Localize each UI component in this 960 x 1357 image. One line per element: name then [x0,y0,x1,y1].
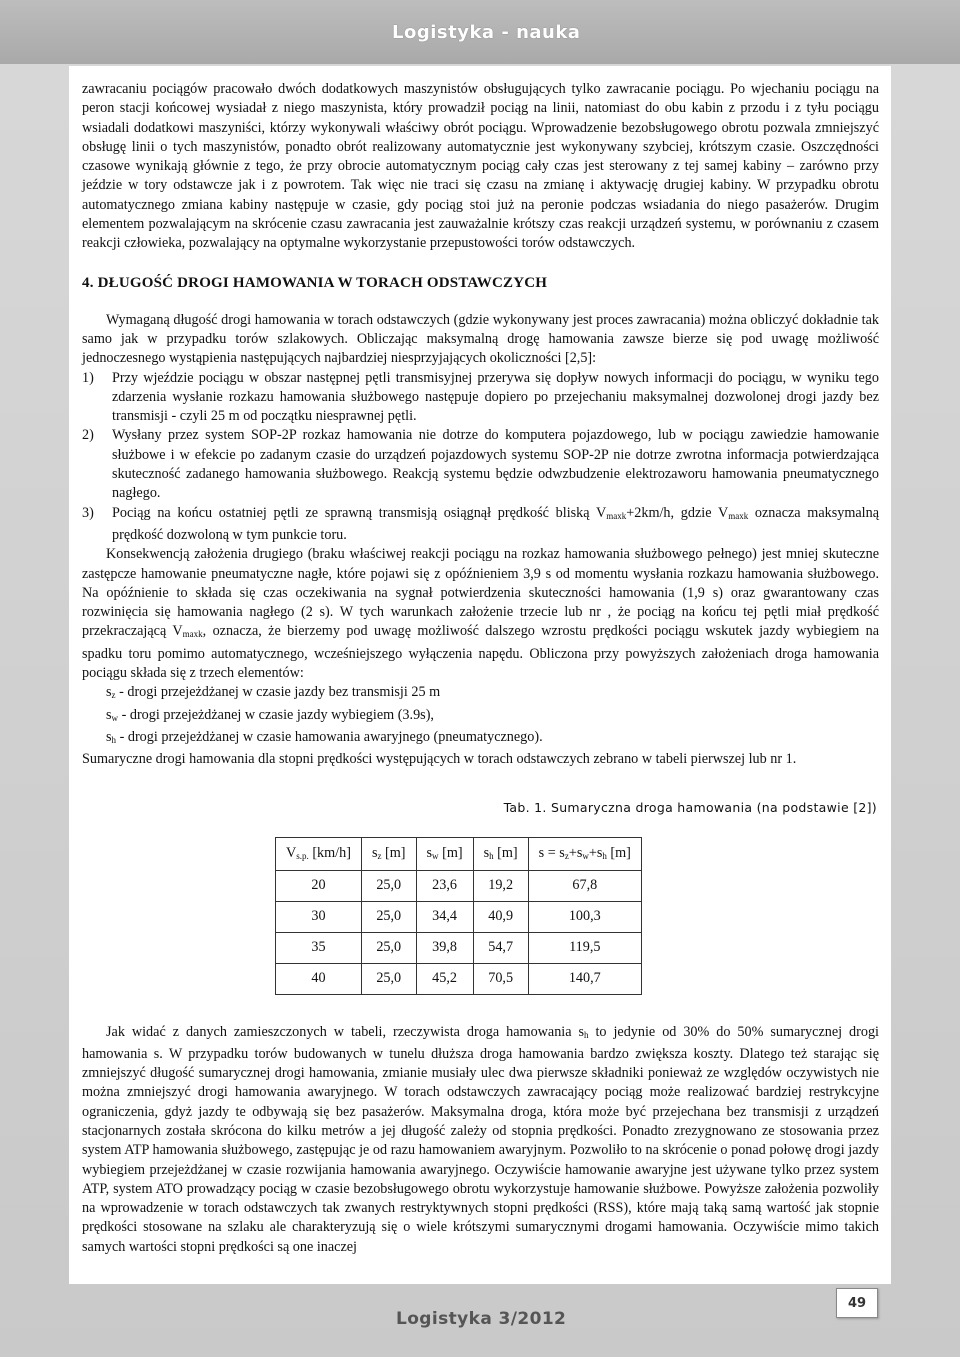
table-cell: 119,5 [528,932,641,963]
paragraph-summary: Sumaryczne drogi hamowania dla stopni prędkości występujących w torach odstawczych zebrano w tabeli pierwszej lub nr 1. [82,751,797,768]
table-cell: 100,3 [528,901,641,932]
list-item: $s_z$ - drogi przejeżdżanej w czasie jazdy bez transmisji 25 m [106,684,441,701]
table-header-row [276,837,642,870]
section-heading: 4. DŁUGOŚĆ DROGI HAMOWANIA W TORACH ODSTAWCZYCH [82,274,548,291]
table-cell: 23,6 [416,870,473,901]
table-row [276,963,642,994]
table-cell: 25,0 [361,932,416,963]
table-row [276,870,642,901]
table-cell: 40 [276,963,362,994]
table-cell: 30 [276,901,362,932]
paragraph-conditions: Wymaganą długość drogi hamowania w torach odstawczych (gdzie wykonywany jest proces zawracania) można obliczyć dokładnie tak samo jak w przypadku torów szlakowych. Obliczając maksymalną drogę hamowania zawsze bierze się pod uwagę możliwość jednoczesnego wystąpienia następujących najbardziej niesprzyjających okoliczności [2,5]: [82,311,879,367]
list-item: 3) Pociąg na końcu ostatniej pętli ze sprawną transmisją osiągnął prędkość bliską $V_{maxk}+2km/h$, gdzie $V_{maxk}$ oznacza maksymalną prędkość dozwoloną w tym punkcie toru. [82,504,879,543]
braking-distance-table [275,837,642,995]
journal-issue: Logistyka 3/2012 [396,1309,567,1329]
table-cell: 25,0 [361,963,416,994]
table-caption: Tab. 1. Sumaryczna droga hamowania (na podstawie [2]) [503,799,877,815]
table-cell: 70,5 [473,963,528,994]
components-list [82,683,879,750]
list-item: 1) Przy wjeździe pociągu w obszar następnej pętli transmisyjnej przerywa się dopływ nowych informacji do pociągu, w wyniku tego zdarzenia wysłanie rozkazu hamowania służbowego następuje dopiero po przejechaniu maksymalnej dozwolonej drogi jazdy bez transmisji - czyli 25 m od początku niesprawnej pętli. [82,369,879,425]
table-cell: 25,0 [361,870,416,901]
list-item: $s_w$ - drogi przejeżdżanej w czasie jazdy wybiegiem (3.9s), [106,706,434,723]
column-header: $V_{s.p.}$ [km/h] [276,837,362,870]
header-bar [0,0,960,64]
table-cell: 39,8 [416,932,473,963]
table-cell: 25,0 [361,901,416,932]
conditions-list [82,369,879,546]
table-cell: 35 [276,932,362,963]
column-header: $s_z$ [m] [361,837,416,870]
column-header: $s_w$ [m] [416,837,473,870]
column-header: $s_h$ [m] [473,837,528,870]
column-header: $s = s_z+s_w+s_h$ [m] [528,837,641,870]
table-row [276,901,642,932]
paragraph-consequence: Konsekwencją założenia drugiego (braku właściwej reakcji pociągu na rozkaz hamowania służbowego pełnego) jest mniej skuteczne zastępcze hamowanie pneumatyczne nagłe, które pojawi się z opóźnieniem 3,9 s od momentu wysłania rozkazu hamowania służbowego. Na opóźnienie to składa się czas oczekiwania na sygnał potwierdzenia skuteczności hamowania (1,9 s) oraz gwarantowany czas rozwinięcia się hamowania nagłego (2 s). W tych warunkach założenie trzecie lub nr , że pociąg na końcu tej pętli miał prędkość przekraczającą $V_{maxk}$, oznacza, że bierzemy pod uwagę możliwość dalszego wzrostu prędkości pociągu wskutek jazdy wybiegiem na spadku toru pomimo automatycznego, wcześniejszego wyłączenia napędu. Obliczona przy powyższych założeniach droga hamowania pociągu składa się z trzech elementów: [82,546,880,682]
table-cell: 67,8 [528,870,641,901]
table-cell: 20 [276,870,362,901]
table-cell: 40,9 [473,901,528,932]
table-row [276,932,642,963]
table-cell: 45,2 [416,963,473,994]
table-cell: 34,4 [416,901,473,932]
list-item: 2) Wysłany przez system SOP-2P rozkaz hamowania nie dotrze do komputera pojazdowego, lub w pociągu zawiedzie hamowanie służbowe i w efekcie po zadanym czasie do urządzeń pojazdowych systemu SOP-2P nie dotrze zwrotna informacja potwierdzająca skuteczność zadanego hamowania służbowego. Reakcją systemu będzie odwzbudzenie elektrozaworu hamowania pneumatycznego nagłego. [82,427,879,502]
table-cell: 54,7 [473,932,528,963]
page-number: 49 [836,1288,878,1318]
paragraph-conclusion: Jak widać z danych zamieszczonych w tabeli, rzeczywista droga hamowania $s_h$ to jedynie od 30% do 50% sumarycznej drogi hamowania s. W przypadku torów budowanych w tunelu dłuższa droga hamowania bardzo zwiększa koszty. Dlatego też starając się zmniejszyć długość sumarycznej drogi hamowania, zmianie musiały ulec dwa pierwsze składniki ponieważ ze względów oczywistych nie można zmniejszyć drogi hamowania awaryjnego. W torach odstawczych zawracający pociąg może realizować bardziej restrykcyjne ograniczenia, gdyż jazdy te odbywają się bez pasażerów. Maksymalna droga, która może być przejechana bez transmisji z urządzeń stacjonarnych została skrócona do kilku metrów a jej długość zależy od stopnia prędkości. Ponadto zrezygnowano ze stosowania przez system ATP hamowania służbowego, zastępując je od razu hamowaniem awaryjnym. Pozwoliło to na skrócenie o ponad połowę drogi jazdy wybiegiem przejeżdżanej w czasie rozwijania hamowania awaryjnego. Oczywiście hamowanie awaryjne jest używane tylko przez system ATP, system ATO prowadzący pociąg w czasie bezobsługowego obrotu wykorzystuje hamowanie służbowe. Powyższe założenia pozwoliły na wprowadzenie w torach odstawczych tak zwanych restryktywnych stopni prędkości (RSS), które mają taką samą wartość jak stopnie prędkości stosowane na szlaku ale charakteryzują się o wiele krótszymi sumarycznymi drogami hamowania. Oczywiście mimo takich samych wartości stopni prędkości są one inaczej [82,1023,879,1255]
article-body [69,66,891,1284]
list-item: $s_h$ - drogi przejeżdżanej w czasie hamowania awaryjnego (pneumatycznego). [106,728,543,745]
paragraph-intro: zawracaniu pociągów pracowało dwóch dodatkowych maszynistów obsługujących tylko zawracanie pociągu. Po wjechaniu pociągu na peron stacji końcowej wysiadał z niego maszynista, który prowadził pociąg na linii, natomiast do obu kabin z przodu i z tyłu pociągu wsiadali dodatkowi maszyniści, którzy wykonywali właściwy obrót pociągu. Wprowadzenie bezobsługowego obrotu pozwala zmniejszyć obsługę linii o tych maszynistów, ponadto obrót realizowany automatycznie jest wykonywany szybciej, krótszym czasie. Oszczędności czasowe wynikają głównie z tego, że przy obrocie automatycznym pociąg cały czas jest sterowany z tej samej kabiny – zarówno przy jeździe w tory odstawcze jak i z powrotem. Tak więc nie traci się czasu na zmianę i aktywację drugiej kabiny. W przypadku obrotu automatycznego zmiana kabiny następuje w czasie, gdy pociąg stoi już na peronie podczas wsiadania do niego pasażerów. Drugim elementem pozwalającym na skrócenie czasu zawracania jest zauważalnie krótszy czas reakcji urządzeń systemu, w porównaniu z czasem reakcji człowieka, pozwalający na optymalne wykorzystanie przepustowości torów odstawczych. [82,81,879,252]
table-cell: 19,2 [473,870,528,901]
section-title: Logistyka - nauka [392,22,581,43]
table-cell: 140,7 [528,963,641,994]
